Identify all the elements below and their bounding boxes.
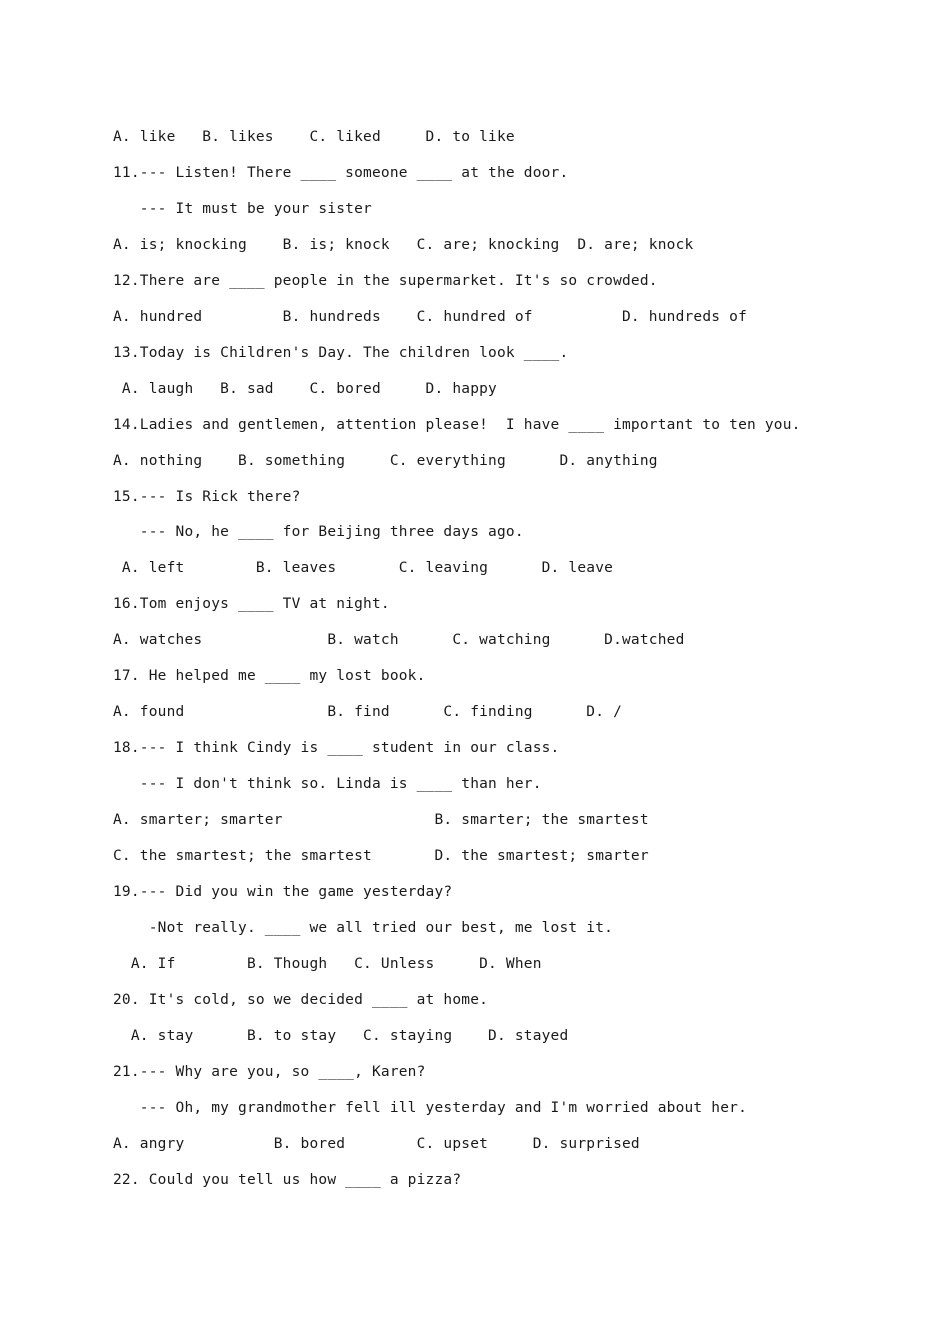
options-13: A. laugh B. sad C. bored D. happy	[113, 380, 497, 397]
options-11: A. is; knocking B. is; knock C. are; knocking D. are; knock	[113, 236, 694, 253]
options-18-ab: A. smarter; smarter B. smarter; the smartest	[113, 812, 649, 829]
question-15: 15.--- Is Rick there?	[113, 488, 301, 505]
options-19: A. If B. Though C. Unless D. When	[113, 955, 542, 972]
question-21-reply: --- Oh, my grandmother fell ill yesterday and I'm worried about her.	[113, 1099, 748, 1116]
options-12: A. hundred B. hundreds C. hundred of D. hundreds of	[113, 308, 748, 325]
options-18-cd: C. the smartest; the smartest D. the smartest; smarter	[113, 848, 649, 864]
question-19: 19.--- Did you win the game yesterday?	[113, 883, 453, 900]
question-15-reply: --- No, he ____ for Beijing three days ago.	[113, 524, 524, 541]
question-11: 11.--- Listen! There ____ someone ____ at the door.	[113, 164, 569, 181]
question-17: 17. He helped me ____ my lost book.	[113, 668, 426, 685]
options-17: A. found B. find C. finding D. /	[113, 704, 622, 721]
question-13: 13.Today is Children's Day. The children look ____.	[113, 344, 569, 361]
options-20: A. stay B. to stay C. staying D. stayed	[113, 1027, 569, 1044]
question-22: 22. Could you tell us how ____ a pizza?	[113, 1171, 462, 1188]
question-18: 18.--- I think Cindy is ____ student in our class.	[113, 740, 560, 757]
option-line-10: A. like B. likes C. liked D. to like	[113, 129, 515, 145]
question-11-reply: --- It must be your sister	[113, 200, 372, 217]
question-16: 16.Tom enjoys ____ TV at night.	[113, 596, 390, 613]
question-21: 21.--- Why are you, so ____, Karen?	[113, 1063, 426, 1080]
options-21: A. angry B. bored C. upset D. surprised	[113, 1135, 640, 1152]
options-16: A. watches B. watch C. watching D.watched	[113, 632, 685, 649]
question-12: 12.There are ____ people in the supermarket. It's so crowded.	[113, 272, 658, 289]
options-14: A. nothing B. something C. everything D. anything	[113, 452, 658, 469]
question-18-reply: --- I don't think so. Linda is ____ than her.	[113, 776, 542, 793]
question-19-reply: -Not really. ____ we all tried our best, me lost it.	[113, 919, 614, 936]
options-15: A. left B. leaves C. leaving D. leave	[113, 560, 614, 577]
question-14: 14.Ladies and gentlemen, attention please! I have ____ important to ten you.	[113, 416, 801, 433]
question-20: 20. It's cold, so we decided ____ at home.	[113, 991, 489, 1008]
